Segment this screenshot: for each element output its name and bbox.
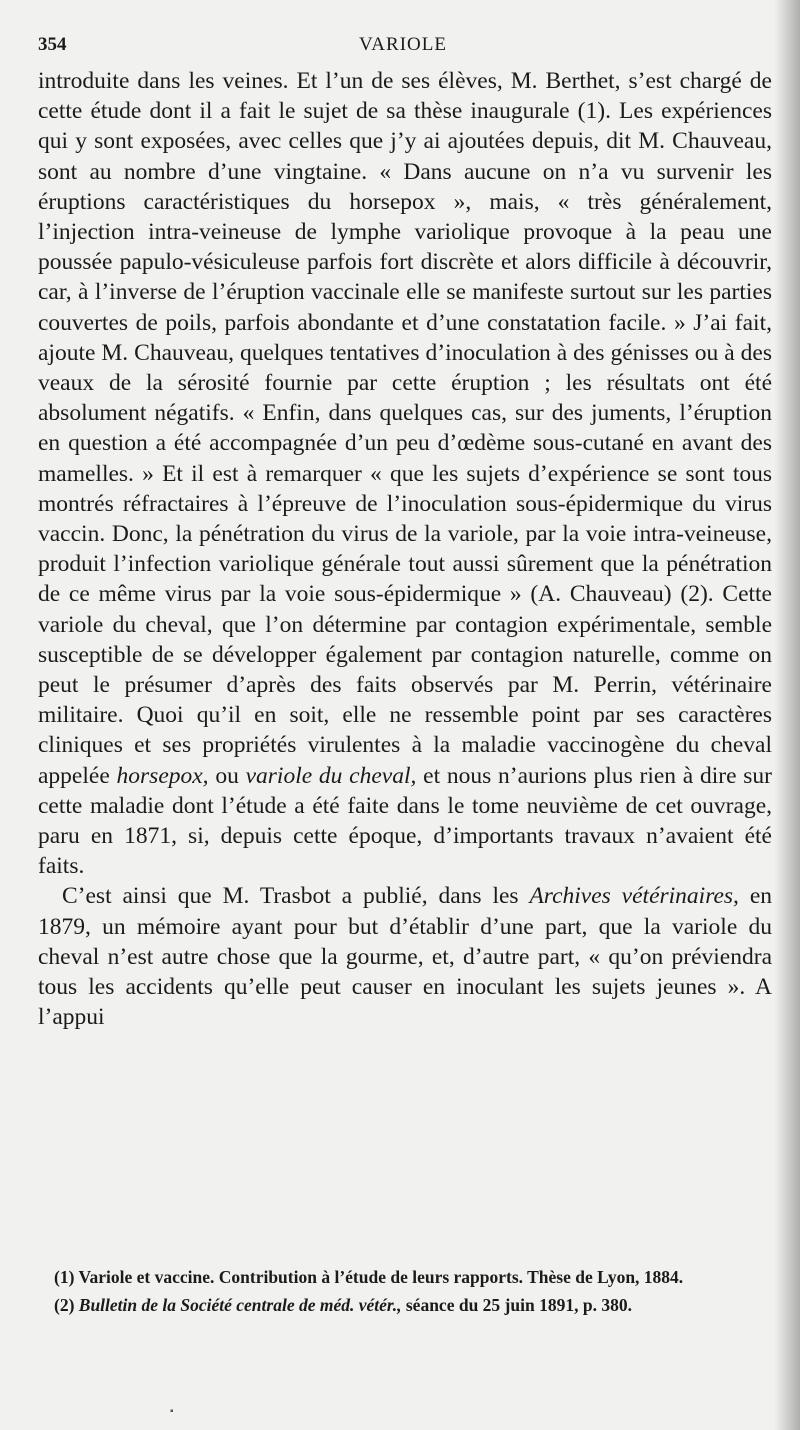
paragraph-1-text-b: ou	[208, 762, 246, 789]
binding-shadow	[774, 0, 800, 1430]
paragraph-2-text-a: C’est ainsi que M. Trasbot a publié, dans les	[62, 883, 530, 910]
footnote-2-details: séance du 25 juin 1891, p. 380.	[401, 1295, 632, 1315]
footnote-2-marker: (2)	[54, 1295, 79, 1315]
paragraph-1-text-c: et nous n’aurions plus rien à dire sur cette maladie dont l’étude a été faite dans le tome neuvième de cet ouvrage, paru en 1871, si, depuis cette époque, d’importants travaux n’avaient été faits.	[38, 762, 773, 880]
print-mark: ▪	[170, 1406, 174, 1417]
page-number: 354	[38, 34, 67, 55]
paragraph-1-text-a: introduite dans les veines. Et l’un de ses élèves, M. Berthet, s’est chargé de cette étude dont il a fait le sujet de sa thèse inaugurale (1). Les expériences qui y sont exposées, avec celles que j’y ai ajoutées depuis, dit M. Chauveau, sont au nombre d’une vingtaine. « Dans aucune on n’a vu survenir les éruptions caractéristiques du horsepox », mais, « très généralement, l’injection intra-veineuse de lymphe variolique provoque à la peau une poussée papulo-vésiculeuse parfois fort discrète et alors difficile à découvrir, car, à l’inverse de l’éruption vaccinale elle se manifeste surtout sur les parties couvertes de poils, parfois abondante et d’une constatation facile. » J’ai fait, ajoute M. Chauveau, quelques tentatives d’inoculation à des génisses ou à des veaux de la sérosité fournie par cette éruption ; les résultats ont été absolument négatifs. « Enfin, dans quelques cas, sur des juments, l’éruption en question a été accompagnée d’un peu d’œdème sous-cutané en avant des mamelles. » Et il est à remarquer « que les sujets d’expérience se sont tous montrés réfractaires à l’épreuve de l’inoculation sous-épidermique du virus vaccin. Donc, la pénétration du virus de la variole, par la voie intra-veineuse, produit l’infection variolique générale tout aussi sûrement que la pénétration de ce même virus par la voie sous-épidermique » (A. Chauveau) (2). Cette variole du cheval, que l’on détermine par contagion expérimentale, semble susceptible de se développer également par contagion naturelle, comme on peut le présumer d’après des faits observés par M. Perrin, vétérinaire militaire. Quoi qu’il en soit, elle ne ressemble point par ses caractères cliniques et ses propriétés virulentes à la maladie vaccinogène du cheval appelée	[38, 68, 772, 789]
footnotes	[38, 1266, 772, 1322]
page-header	[38, 34, 768, 64]
paragraph-2-italic-archives: Archives vétérinaires,	[529, 883, 739, 910]
footnote-2-journal: Bulletin de la Société centrale de méd. vétér.,	[78, 1295, 402, 1315]
paragraph-2	[38, 881, 772, 1032]
footnote-2	[38, 1294, 772, 1316]
paragraph-2-text-b: en 1879, un mémoire ayant pour but d’établir d’une part, que la variole du cheval n’est autre chose que la gourme, et, d’autre part, « qu’on préviendra tous les accidents qu’elle peut causer en inoculant les sujets jeunes ». A l’appui	[38, 883, 773, 1031]
paragraph-1-italic-horsepox: horsepox,	[116, 762, 209, 789]
paragraph-1-italic-variole: variole du cheval,	[245, 762, 417, 789]
main-text	[38, 66, 772, 1033]
running-head: VARIOLE	[359, 34, 447, 55]
paragraph-1	[38, 66, 772, 881]
footnote-1: (1) Variole et vaccine. Contribution à l’étude de leurs rapports. Thèse de Lyon, 1884.	[54, 1267, 684, 1287]
